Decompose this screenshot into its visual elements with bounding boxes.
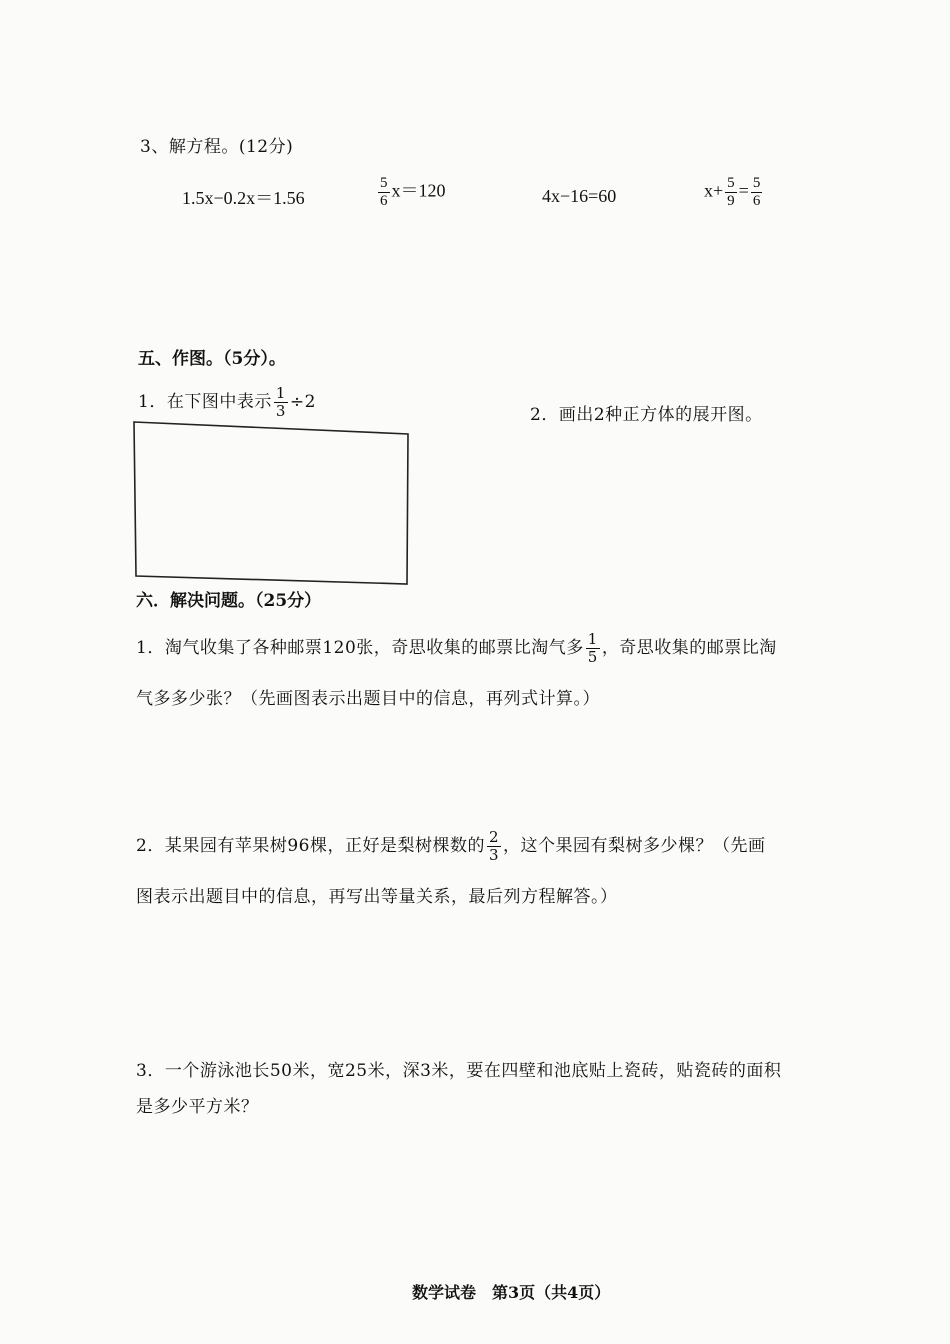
drawing-rectangle	[128, 416, 418, 592]
equation-2: $\frac{5}{6}$ x＝120	[380, 175, 446, 209]
fraction: $\frac{2}{3}$	[488, 828, 499, 864]
equation-1: 1.5x−0.2x＝1.56	[182, 188, 305, 208]
section-five-header: 五、作图。（5分）。	[138, 349, 286, 369]
page-footer: 数学试卷 第3页（共4页）	[412, 1283, 611, 1302]
drawing-question-1: 1．在下图中表示 $\frac{1}{3}$ ÷2	[138, 384, 316, 420]
problem-1-line-1: 1．淘气收集了各种邮票120张，奇思收集的邮票比淘气多 $\frac{1}{5}$ ，奇思收集的邮票比淘	[136, 630, 777, 666]
problem-2-line-1: 2．某果园有苹果树96棵，正好是梨树棵数的 $\frac{2}{3}$ ，这个果园有梨树多少棵？（先画	[136, 828, 766, 864]
drawing-question-2: 2．画出2种正方体的展开图。	[530, 405, 763, 425]
problem-3-line-1: 3．一个游泳池长50米，宽25米，深3米，要在四壁和池底贴上瓷砖，贴瓷砖的面积	[136, 1061, 782, 1081]
problem-2-line-2: 图表示出题目中的信息，再写出等量关系，最后列方程解答。）	[136, 887, 618, 907]
fraction: $\frac{5}{6}$	[752, 175, 761, 209]
section-six-header: 六．解决问题。（25分）	[136, 591, 322, 611]
problem-3-line-2: 是多少平方米？	[136, 1097, 259, 1117]
fraction: $\frac{5}{9}$	[727, 175, 735, 209]
fraction: $\frac{1}{3}$	[275, 384, 286, 420]
fraction: $\frac{1}{5}$	[587, 630, 598, 666]
problem-1-line-2: 气多多少张？（先画图表示出题目中的信息，再列式计算。）	[136, 689, 600, 709]
equation-4: x+ $\frac{5}{9}$ = $\frac{5}{6}$	[704, 175, 761, 209]
equation-3: 4x−16=60	[542, 186, 617, 206]
fraction: $\frac{5}{6}$	[380, 175, 388, 209]
equation-section-title: 3、解方程。(12分)	[140, 137, 294, 157]
